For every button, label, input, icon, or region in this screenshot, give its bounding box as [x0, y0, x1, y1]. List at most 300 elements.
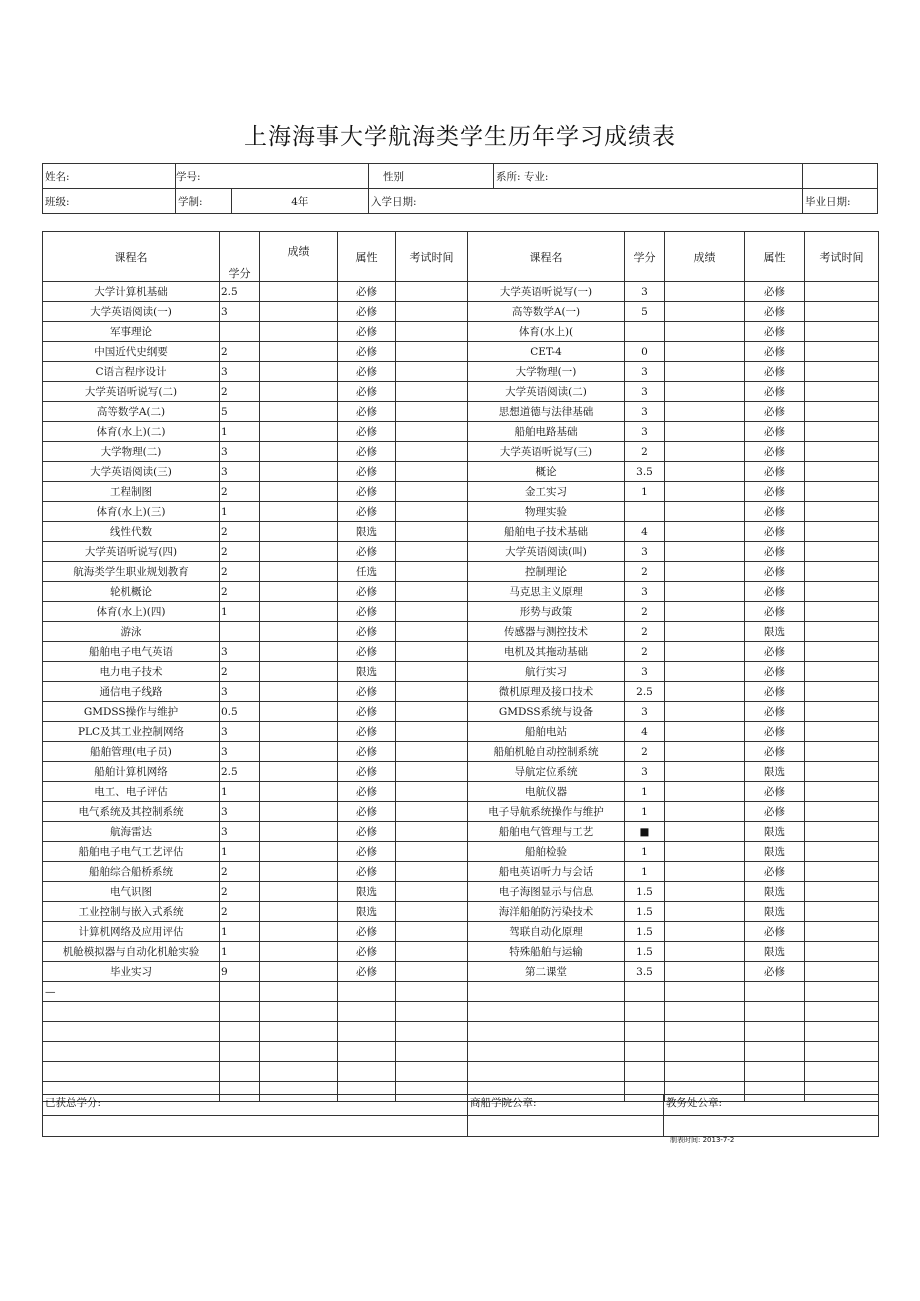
course-attr: 必修 — [338, 402, 396, 422]
course-credit — [220, 622, 260, 642]
course-credit: 2.5 — [220, 282, 260, 302]
table-row — [43, 862, 879, 882]
page-title: 上海海事大学航海类学生历年学习成绩表 — [244, 124, 676, 150]
blank-row — [43, 1002, 879, 1022]
course-score — [260, 422, 338, 442]
course-exam-time — [396, 642, 468, 662]
course-score — [260, 762, 338, 782]
course-exam-time-right — [805, 782, 879, 802]
course-credit-right: 3 — [625, 422, 665, 442]
course-credit: 2 — [220, 882, 260, 902]
course-score-right — [665, 682, 745, 702]
table-row — [43, 502, 879, 522]
table-row — [43, 742, 879, 762]
duration-label: 学制: — [176, 189, 232, 214]
table-row — [43, 642, 879, 662]
course-exam-time-right — [805, 622, 879, 642]
course-name-right: 高等数学A(一) — [468, 302, 625, 322]
course-exam-time — [396, 842, 468, 862]
blank-cell — [260, 982, 338, 1002]
course-name: 大学英语阅读(一) — [43, 302, 220, 322]
course-exam-time — [396, 942, 468, 962]
blank-cell — [625, 1002, 665, 1022]
course-credit-right: 2 — [625, 642, 665, 662]
course-score-right — [665, 962, 745, 982]
course-score-right — [665, 442, 745, 462]
table-row — [43, 382, 879, 402]
course-score-right — [665, 862, 745, 882]
course-credit: 3 — [220, 462, 260, 482]
course-name: 大学英语听说写(二) — [43, 382, 220, 402]
course-exam-time-right — [805, 362, 879, 382]
course-name-right: 电子导航系统操作与维护 — [468, 802, 625, 822]
blank-cell — [260, 1022, 338, 1042]
course-exam-time-right — [805, 562, 879, 582]
course-score — [260, 602, 338, 622]
blank-cell — [625, 1042, 665, 1062]
blank-cell — [665, 1022, 745, 1042]
course-score — [260, 802, 338, 822]
course-attr: 必修 — [338, 582, 396, 602]
course-credit-right: 1.5 — [625, 882, 665, 902]
blank-row — [43, 1022, 879, 1042]
blank-cell — [745, 982, 805, 1002]
course-attr-right: 必修 — [745, 442, 805, 462]
table-row — [43, 802, 879, 822]
course-attr: 必修 — [338, 702, 396, 722]
course-credit: 3 — [220, 442, 260, 462]
course-exam-time-right — [805, 482, 879, 502]
course-attr: 必修 — [338, 282, 396, 302]
table-row — [43, 602, 879, 622]
blank-cell — [260, 1002, 338, 1022]
course-name-right: 大学英语阅读(叫) — [468, 542, 625, 562]
course-name: 工程制图 — [43, 482, 220, 502]
course-credit: 3 — [220, 802, 260, 822]
course-exam-time-right — [805, 762, 879, 782]
course-attr: 必修 — [338, 782, 396, 802]
course-exam-time-right — [805, 922, 879, 942]
course-name: 体育(水上)(二) — [43, 422, 220, 442]
course-attr-right: 必修 — [745, 422, 805, 442]
course-attr: 必修 — [338, 482, 396, 502]
course-attr: 限选 — [338, 882, 396, 902]
course-exam-time — [396, 382, 468, 402]
course-score — [260, 522, 338, 542]
blank-cell — [468, 1022, 625, 1042]
course-credit: 3 — [220, 682, 260, 702]
table-row — [43, 282, 879, 302]
course-exam-time-right — [805, 942, 879, 962]
course-attr-right: 必修 — [745, 922, 805, 942]
course-credit-right: 3 — [625, 282, 665, 302]
course-attr: 必修 — [338, 342, 396, 362]
course-score-right — [665, 302, 745, 322]
blank-cell — [338, 1002, 396, 1022]
course-credit: 1 — [220, 782, 260, 802]
course-score-right — [665, 622, 745, 642]
course-name: 大学计算机基础 — [43, 282, 220, 302]
col-credit-header-right: 学分 — [625, 232, 665, 282]
course-exam-time — [396, 482, 468, 502]
course-exam-time-right — [805, 282, 879, 302]
course-score-right — [665, 762, 745, 782]
course-name: 船舶电子电气工艺评估 — [43, 842, 220, 862]
blank-cell — [665, 1062, 745, 1082]
course-score-right — [665, 842, 745, 862]
table-row — [43, 482, 879, 502]
course-credit-right: 1 — [625, 482, 665, 502]
table-row — [43, 882, 879, 902]
course-exam-time-right — [805, 522, 879, 542]
course-exam-time — [396, 962, 468, 982]
course-attr-right: 必修 — [745, 702, 805, 722]
course-name: 大学英语阅读(三) — [43, 462, 220, 482]
course-credit-right: 3 — [625, 702, 665, 722]
course-credit: 2 — [220, 342, 260, 362]
course-credit-right: 4 — [625, 522, 665, 542]
course-credit-right: 1 — [625, 842, 665, 862]
course-attr-right: 必修 — [745, 782, 805, 802]
course-attr-right: 必修 — [745, 662, 805, 682]
course-credit — [220, 322, 260, 342]
course-attr-right: 必修 — [745, 282, 805, 302]
course-score — [260, 282, 338, 302]
course-credit-right: 5 — [625, 302, 665, 322]
course-credit-right: 3 — [625, 362, 665, 382]
course-name-right: 第二课堂 — [468, 962, 625, 982]
footer-table — [42, 1094, 879, 1137]
name-label: 姓名: — [43, 164, 176, 189]
course-name: 电气识图 — [43, 882, 220, 902]
blank-cell — [396, 982, 468, 1002]
course-credit-right: 3 — [625, 542, 665, 562]
course-credit-right: ■ — [625, 822, 665, 842]
table-row — [43, 342, 879, 362]
course-credit: 2.5 — [220, 762, 260, 782]
course-credit-right: 2.5 — [625, 682, 665, 702]
course-credit-right: 3.5 — [625, 962, 665, 982]
course-score — [260, 642, 338, 662]
course-exam-time — [396, 682, 468, 702]
course-name: 航海类学生职业规划教育 — [43, 562, 220, 582]
course-score — [260, 362, 338, 382]
course-attr: 必修 — [338, 682, 396, 702]
course-name-right: 海洋船舶防污染技术 — [468, 902, 625, 922]
course-name: 军事理论 — [43, 322, 220, 342]
course-attr-right: 必修 — [745, 362, 805, 382]
course-credit-right: 1 — [625, 862, 665, 882]
course-score — [260, 882, 338, 902]
course-attr: 必修 — [338, 382, 396, 402]
course-exam-time — [396, 882, 468, 902]
course-credit: 3 — [220, 742, 260, 762]
blank-cell — [260, 1042, 338, 1062]
office-seal-label: 教务处公章: — [664, 1095, 879, 1116]
course-exam-time — [396, 922, 468, 942]
col-exam-time-header-right: 考试时间 — [805, 232, 879, 282]
table-row — [43, 822, 879, 842]
blank-cell — [220, 1022, 260, 1042]
course-exam-time-right — [805, 602, 879, 622]
course-credit: 1 — [220, 942, 260, 962]
course-name-right: 特殊船舶与运输 — [468, 942, 625, 962]
course-attr-right: 必修 — [745, 582, 805, 602]
course-credit-right: 1 — [625, 802, 665, 822]
course-score — [260, 862, 338, 882]
col-course-header: 课程名 — [43, 232, 220, 282]
course-credit: 2 — [220, 902, 260, 922]
course-attr: 必修 — [338, 722, 396, 742]
course-score — [260, 922, 338, 942]
col-attr-header-right: 属性 — [745, 232, 805, 282]
course-credit-right — [625, 502, 665, 522]
course-score-right — [665, 342, 745, 362]
course-name-right: 物理实验 — [468, 502, 625, 522]
course-attr-right: 必修 — [745, 402, 805, 422]
course-credit: 1 — [220, 842, 260, 862]
blank-cell — [220, 1042, 260, 1062]
blank-cell — [220, 982, 260, 1002]
course-attr: 必修 — [338, 362, 396, 382]
made-time: 制表时间: 2013-7-2 — [670, 1136, 735, 1144]
course-attr: 限选 — [338, 902, 396, 922]
college-seal-area — [468, 1116, 664, 1137]
course-attr: 必修 — [338, 862, 396, 882]
course-name-right: 驾联自动化原理 — [468, 922, 625, 942]
course-name: 轮机概论 — [43, 582, 220, 602]
blank-cell — [396, 1062, 468, 1082]
course-name: 电力电子技术 — [43, 662, 220, 682]
course-exam-time — [396, 902, 468, 922]
course-exam-time — [396, 722, 468, 742]
course-name: 中国近代史纲要 — [43, 342, 220, 362]
course-name: 毕业实习 — [43, 962, 220, 982]
course-name: 大学英语听说写(四) — [43, 542, 220, 562]
course-credit: 2 — [220, 482, 260, 502]
course-exam-time-right — [805, 702, 879, 722]
course-exam-time — [396, 702, 468, 722]
course-attr-right: 必修 — [745, 682, 805, 702]
course-name: C语言程序设计 — [43, 362, 220, 382]
course-exam-time — [396, 862, 468, 882]
course-exam-time — [396, 282, 468, 302]
blank-cell — [805, 1002, 879, 1022]
course-attr: 必修 — [338, 962, 396, 982]
course-attr: 任选 — [338, 562, 396, 582]
blank-row-mark: — — [43, 982, 220, 1002]
course-name: 工业控制与嵌入式系统 — [43, 902, 220, 922]
course-attr-right: 必修 — [745, 642, 805, 662]
course-exam-time-right — [805, 722, 879, 742]
course-credit-right — [625, 322, 665, 342]
course-score-right — [665, 422, 745, 442]
col-score-header-right: 成绩 — [665, 232, 745, 282]
table-row — [43, 722, 879, 742]
course-attr-right: 必修 — [745, 322, 805, 342]
course-exam-time-right — [805, 662, 879, 682]
course-name-right: 船舶电路基础 — [468, 422, 625, 442]
course-exam-time-right — [805, 302, 879, 322]
course-name: 船舶管理(电子员) — [43, 742, 220, 762]
blank-cell — [338, 1062, 396, 1082]
course-exam-time-right — [805, 802, 879, 822]
table-row — [43, 762, 879, 782]
course-name: 体育(水上)(三) — [43, 502, 220, 522]
course-attr-right: 必修 — [745, 502, 805, 522]
course-name-right: 电机及其拖动基础 — [468, 642, 625, 662]
course-name-right: 船舶电气管理与工艺 — [468, 822, 625, 842]
course-score — [260, 562, 338, 582]
course-attr-right: 限选 — [745, 842, 805, 862]
blank-row — [43, 1042, 879, 1062]
course-credit: 1 — [220, 602, 260, 622]
blank-cell — [338, 1022, 396, 1042]
course-name: 船舶综合船桥系统 — [43, 862, 220, 882]
course-name-right: 传感器与测控技术 — [468, 622, 625, 642]
blank-cell — [220, 1002, 260, 1022]
course-name-right: 微机原理及接口技术 — [468, 682, 625, 702]
course-credit-right: 0 — [625, 342, 665, 362]
table-row — [43, 662, 879, 682]
course-exam-time-right — [805, 402, 879, 422]
course-score-right — [665, 322, 745, 342]
course-exam-time-right — [805, 882, 879, 902]
course-attr: 必修 — [338, 502, 396, 522]
course-score — [260, 502, 338, 522]
course-score — [260, 482, 338, 502]
table-row — [43, 562, 879, 582]
course-credit: 0.5 — [220, 702, 260, 722]
course-credit: 2 — [220, 382, 260, 402]
col-score-header: 成绩 — [260, 232, 338, 282]
course-score-right — [665, 402, 745, 422]
course-attr: 必修 — [338, 922, 396, 942]
course-name-right: 船电英语听力与会话 — [468, 862, 625, 882]
blank-cell — [396, 1042, 468, 1062]
course-exam-time-right — [805, 442, 879, 462]
course-exam-time-right — [805, 342, 879, 362]
course-score — [260, 662, 338, 682]
course-score — [260, 962, 338, 982]
course-attr-right: 必修 — [745, 462, 805, 482]
course-exam-time — [396, 322, 468, 342]
course-score-right — [665, 642, 745, 662]
student-id-label: 学号: — [176, 164, 369, 189]
course-credit-right: 4 — [625, 722, 665, 742]
course-name: 电气系统及其控制系统 — [43, 802, 220, 822]
table-row — [43, 582, 879, 602]
blank-cell — [43, 1042, 220, 1062]
course-attr-right: 必修 — [745, 722, 805, 742]
course-attr-right: 限选 — [745, 902, 805, 922]
blank-cell — [665, 982, 745, 1002]
course-exam-time — [396, 562, 468, 582]
blank-cell — [745, 1002, 805, 1022]
course-name-right: 大学物理(一) — [468, 362, 625, 382]
course-attr: 必修 — [338, 542, 396, 562]
course-credit-right: 2 — [625, 442, 665, 462]
course-attr-right: 限选 — [745, 942, 805, 962]
course-exam-time — [396, 762, 468, 782]
blank-cell — [625, 1062, 665, 1082]
course-name-right: 船舶检验 — [468, 842, 625, 862]
course-credit: 2 — [220, 562, 260, 582]
blank-row — [43, 982, 879, 1002]
course-exam-time-right — [805, 902, 879, 922]
col-exam-time-header: 考试时间 — [396, 232, 468, 282]
course-name: 船舶计算机网络 — [43, 762, 220, 782]
course-score-right — [665, 542, 745, 562]
course-credit-right: 3 — [625, 762, 665, 782]
course-credit-right: 3 — [625, 382, 665, 402]
col-attr-header: 属性 — [338, 232, 396, 282]
course-attr-right: 必修 — [745, 742, 805, 762]
course-score — [260, 942, 338, 962]
course-name: PLC及其工业控制网络 — [43, 722, 220, 742]
blank-cell — [468, 1062, 625, 1082]
course-attr: 必修 — [338, 842, 396, 862]
course-exam-time-right — [805, 862, 879, 882]
blank-cell — [396, 1002, 468, 1022]
table-row — [43, 962, 879, 982]
course-attr-right: 必修 — [745, 862, 805, 882]
course-exam-time-right — [805, 822, 879, 842]
course-exam-time-right — [805, 682, 879, 702]
course-exam-time — [396, 302, 468, 322]
course-score — [260, 842, 338, 862]
class-label: 班级: — [43, 189, 176, 214]
course-name-right: 体育(水上)( — [468, 322, 625, 342]
course-attr: 必修 — [338, 622, 396, 642]
course-score-right — [665, 722, 745, 742]
course-score-right — [665, 922, 745, 942]
enroll-date-label: 入学日期: — [369, 189, 803, 214]
course-exam-time — [396, 402, 468, 422]
blank-cell — [745, 1042, 805, 1062]
course-exam-time-right — [805, 382, 879, 402]
course-score-right — [665, 562, 745, 582]
total-credits-label: 已获总学分: — [43, 1095, 468, 1116]
course-attr: 必修 — [338, 602, 396, 622]
table-row — [43, 442, 879, 462]
blank-cell — [805, 982, 879, 1002]
student-info-table — [42, 163, 878, 214]
table-row — [43, 362, 879, 382]
table-row — [43, 702, 879, 722]
course-name-right: 船舶机舱自动控制系统 — [468, 742, 625, 762]
course-exam-time — [396, 822, 468, 842]
course-attr: 必修 — [338, 642, 396, 662]
course-score-right — [665, 662, 745, 682]
course-attr: 限选 — [338, 522, 396, 542]
course-name: GMDSS操作与维护 — [43, 702, 220, 722]
course-name-right: 马克思主义原理 — [468, 582, 625, 602]
course-attr: 必修 — [338, 442, 396, 462]
course-credit-right: 1.5 — [625, 942, 665, 962]
course-name: 航海雷达 — [43, 822, 220, 842]
blank-cell — [338, 1042, 396, 1062]
course-credit: 3 — [220, 822, 260, 842]
course-exam-time — [396, 602, 468, 622]
table-row — [43, 942, 879, 962]
course-attr: 必修 — [338, 942, 396, 962]
course-name-right: 航行实习 — [468, 662, 625, 682]
course-score-right — [665, 802, 745, 822]
course-exam-time — [396, 582, 468, 602]
course-credit-right: 3 — [625, 662, 665, 682]
dept-label: 系所: 专业: — [494, 164, 803, 189]
